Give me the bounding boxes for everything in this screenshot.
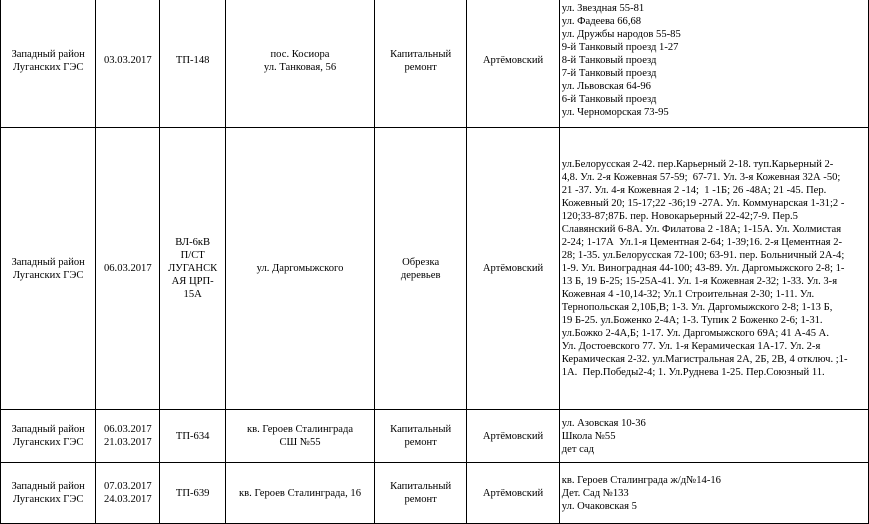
address-cell: кв. Героев Сталинграда СШ №55: [226, 410, 375, 463]
res-cell: Артёмовский: [467, 410, 559, 463]
address-cell: ул. Даргомыжского: [226, 128, 375, 410]
streets-cell: ул. Звездная 55-81 ул. Фадеева 66,68 ул. Дружбы народов 55-85 9-й Танковый проезд 1-27 8-й Танковый проезд 7-й Танковый проезд ул. Львовская 64-96 6-й Танковый проезд ул. Черноморская 73-95: [559, 0, 868, 128]
district-cell: Западный район Луганских ГЭС: [1, 0, 96, 128]
district-cell: Западный район Луганских ГЭС: [1, 410, 96, 463]
district-cell: Западный район Луганских ГЭС: [1, 463, 96, 524]
work-type-cell: Обрезка деревьев: [374, 128, 466, 410]
work-type-cell: Капитальный ремонт: [374, 0, 466, 128]
res-cell: Артёмовский: [467, 463, 559, 524]
substation-cell: ТП-634: [160, 410, 226, 463]
address-cell: пос. Косиора ул. Танковая, 56: [226, 0, 375, 128]
date-cell: 06.03.2017: [96, 128, 160, 410]
res-cell: Артёмовский: [467, 0, 559, 128]
district-cell: Западный район Луганских ГЭС: [1, 128, 96, 410]
streets-cell: ул. Азовская 10-36 Школа №55 дет сад: [559, 410, 868, 463]
work-type-cell: Капитальный ремонт: [374, 463, 466, 524]
table-row: [1, 463, 869, 524]
table-row: [1, 128, 869, 410]
work-type-cell: Капитальный ремонт: [374, 410, 466, 463]
address-cell: кв. Героев Сталинграда, 16: [226, 463, 375, 524]
substation-cell: ТП-639: [160, 463, 226, 524]
substation-cell: ТП-148: [160, 0, 226, 128]
streets-cell: ул.Белорусская 2-42. пер.Карьерный 2-18. туп.Карьерный 2- 4,8. Ул. 2-я Кожевная 57-59; 67-71. Ул. 3-я Кожевная 32А -50; 21 -37. Ул. 4-я Кожевная 2 -14; 1 -1Б; 26 -48А; 21 -45. Пер. Кожевный 20; 15-17;22 -36;19 -27А. Ул. Коммунарская 1-31;2 - 120;33-87;87Б. пер. Новокарьерный 22-42;7-9. Пер.5 Славянский 6-8А. Ул. Филатова 2 -18А; 1-15А. Ул. Холмистая 2-24; 1-17А Ул.1-я Цементная 2-64; 1-39;16. 2-я Цементная 2- 28; 1-35. ул.Белорусская 72-100; 63-91. пер. Больничный 2А-4; 1-9. Ул. Виноградная 44-100; 43-89. Ул. Даргомыжского 2-8; 1- 13 Б, 19 Б-25; 15-25А-41. Ул. 1-я Кожевная 2-32; 1-33. Ул. 3-я Кожевная 4 -10,14-32; Ул.1 Строительная 2-30; 1-11. Ул. Тернопольская 2,10Б,В; 1-3. Ул. Даргомыжского 2-8; 1-13 Б, 19 Б-25. ул.Боженко 2-4А; 1-3. Тупик 2 Боженко 2-6; 1-31. ул.Божко 2-4А,Б; 1-17. Ул. Даргомыжского 69А; 41 А-45 А. Ул. Достоевского 77. Ул. 1-я Керамическая 1А-17. Ул. 2-я Керамическая 2-32. ул.Магистральная 2А, 2Б, 2В, 4 отключ. ;1- 1А. Пер.Победы2-4; 1. Ул.Руднева 1-25. Пер.Союзный 11.: [559, 128, 868, 410]
table-row: [1, 410, 869, 463]
substation-cell: ВЛ-6кВ П/СТ ЛУГАНСК АЯ ЦРП- 15А: [160, 128, 226, 410]
date-cell: 06.03.2017 21.03.2017: [96, 410, 160, 463]
date-cell: 03.03.2017: [96, 0, 160, 128]
streets-cell: кв. Героев Сталинграда ж/д№14-16 Дет. Сад №133 ул. Очаковская 5: [559, 463, 868, 524]
date-cell: 07.03.2017 24.03.2017: [96, 463, 160, 524]
res-cell: Артёмовский: [467, 128, 559, 410]
table-row: [1, 0, 869, 128]
